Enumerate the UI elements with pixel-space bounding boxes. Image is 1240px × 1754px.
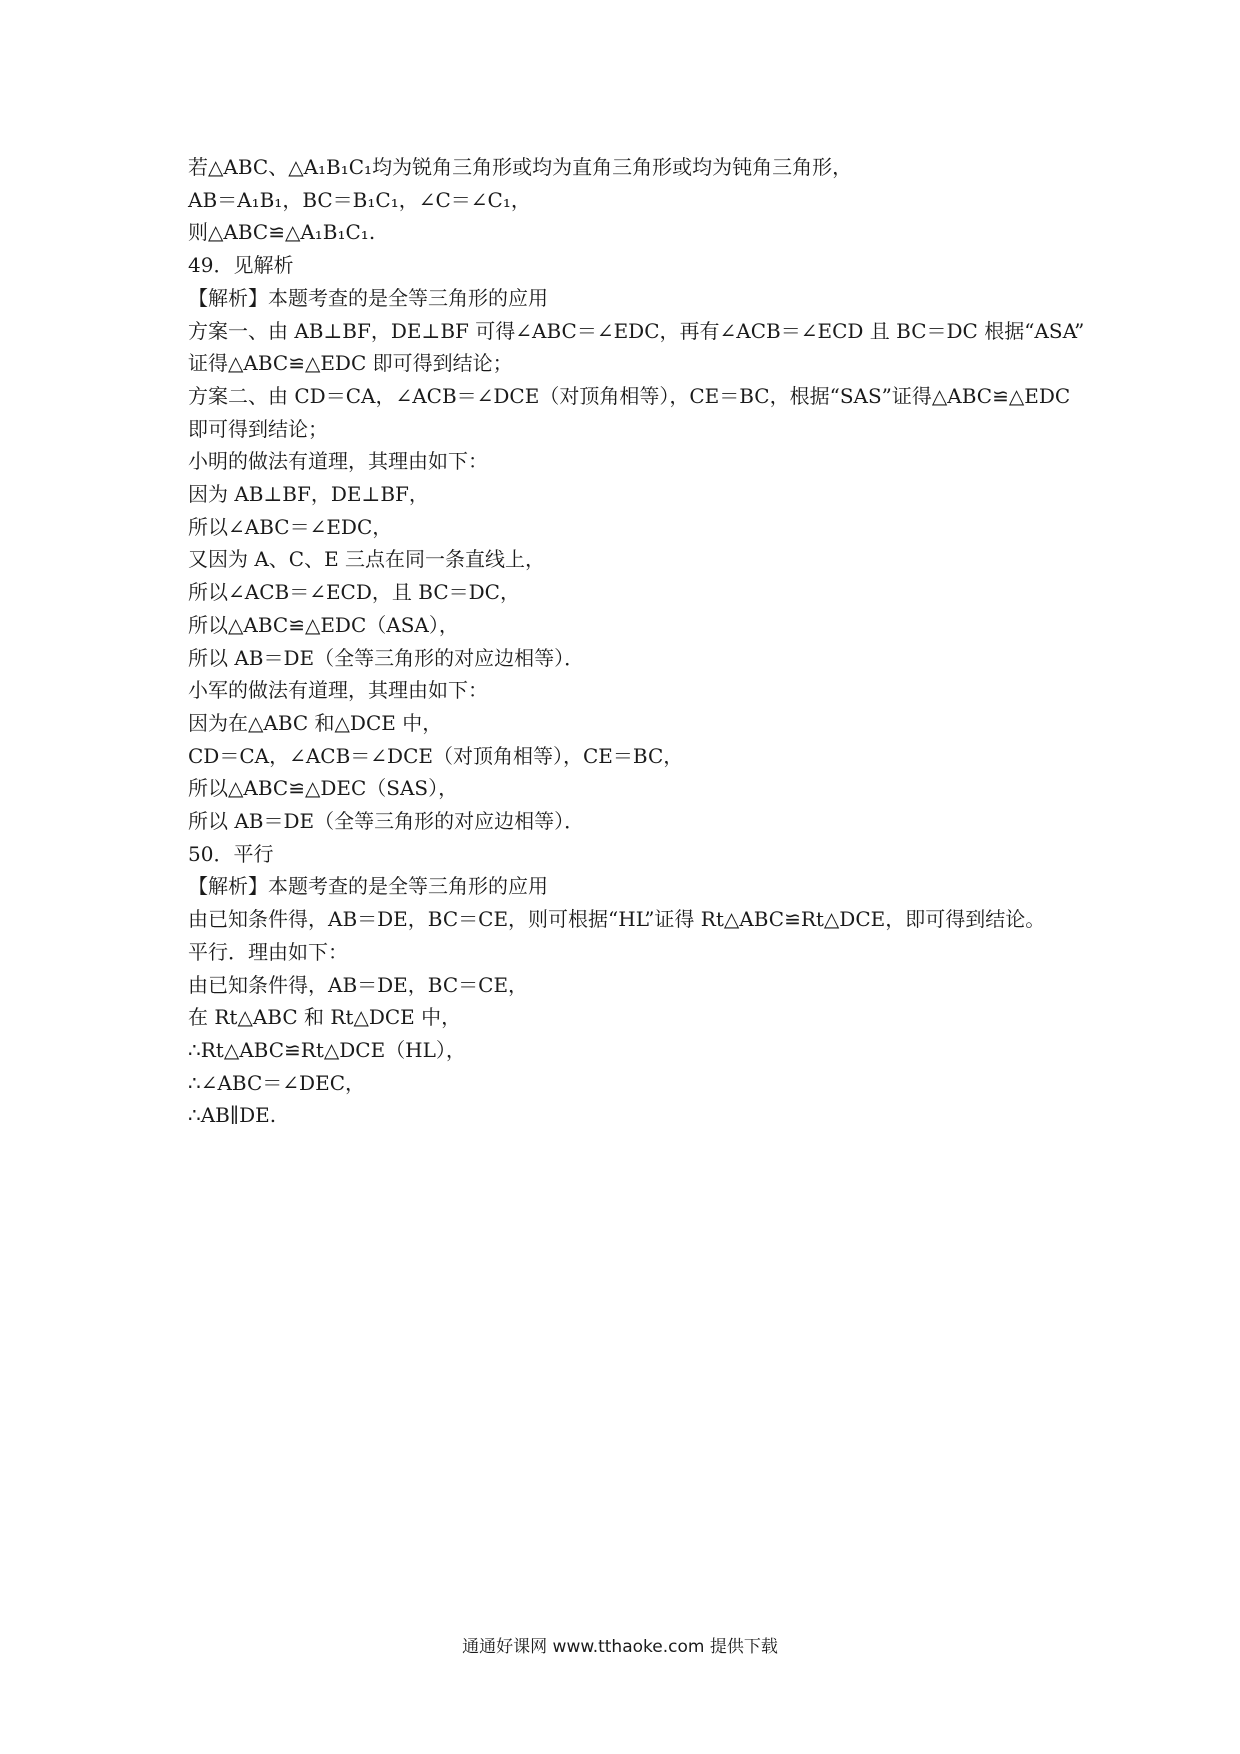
question-50-answer: 50．平行 (188, 841, 274, 866)
text-line: 由已知条件得，AB＝DE，BC＝CE， (188, 972, 529, 997)
text-line: 则△ABC≌△A₁B₁C₁. (188, 220, 376, 245)
text-line: 小明的做法有道理，其理由如下： (188, 449, 488, 474)
text-line: 方案一、由 AB⊥BF，DE⊥BF 可得∠ABC＝∠EDC，再有∠ACB＝∠ECD 且 BC＝DC 根据“ASA” (188, 318, 1085, 343)
text-line: AB＝A₁B₁，BC＝B₁C₁，∠C＝∠C₁， (188, 187, 531, 212)
text-line: 因为 AB⊥BF，DE⊥BF， (188, 482, 429, 507)
text-line: 所以∠ACB＝∠ECD，且 BC＝DC， (188, 580, 520, 605)
text-line: ∴AB∥DE. (188, 1103, 277, 1128)
text-line: 所以 AB＝DE（全等三角形的对应边相等）． (188, 645, 585, 670)
text-line: 所以 AB＝DE（全等三角形的对应边相等）． (188, 809, 585, 834)
text-line: 因为在△ABC 和△DCE 中， (188, 710, 443, 735)
text-line: 即可得到结论； (188, 416, 328, 441)
analysis-heading: 【解析】本题考查的是全等三角形的应用 (188, 285, 548, 310)
text-line: ∴Rt△ABC≌Rt△DCE（HL）， (188, 1037, 466, 1062)
question-49-answer: 49．见解析 (188, 253, 294, 278)
text-line: 所以△ABC≌△EDC（ASA）， (188, 612, 459, 637)
text-line: 小军的做法有道理，其理由如下： (188, 678, 488, 703)
text-line: CD＝CA，∠ACB＝∠DCE（对顶角相等），CE＝BC， (188, 743, 684, 768)
text-line: 在 Rt△ABC 和 Rt△DCE 中， (188, 1005, 462, 1030)
text-line: 若△ABC、△A₁B₁C₁均为锐角三角形或均为直角三角形或均为钝角三角形， (188, 155, 853, 179)
document-body (188, 151, 1088, 1132)
text-line: 平行．理由如下： (188, 939, 348, 964)
analysis-heading: 【解析】本题考查的是全等三角形的应用 (188, 874, 548, 899)
text-line: 所以∠ABC＝∠EDC， (188, 514, 393, 539)
text-line: 所以△ABC≌△DEC（SAS）， (188, 776, 459, 801)
text-line: ∴∠ABC＝∠DEC， (188, 1070, 365, 1095)
text-line: 方案二、由 CD＝CA，∠ACB＝∠DCE（对顶角相等），CE＝BC，根据“SAS”证得△ABC≌△EDC (188, 383, 1071, 408)
text-line: 证得△ABC≌△EDC 即可得到结论； (188, 351, 513, 376)
text-line: 由已知条件得，AB＝DE，BC＝CE，则可根据“HL”证得 Rt△ABC≌Rt△DCE，即可得到结论。 (188, 907, 1046, 932)
page-footer: 通通好课网 www.tthaoke.com 提供下载 (462, 1637, 778, 1657)
text-line: 又因为 A、C、E 三点在同一条直线上， (188, 547, 546, 572)
